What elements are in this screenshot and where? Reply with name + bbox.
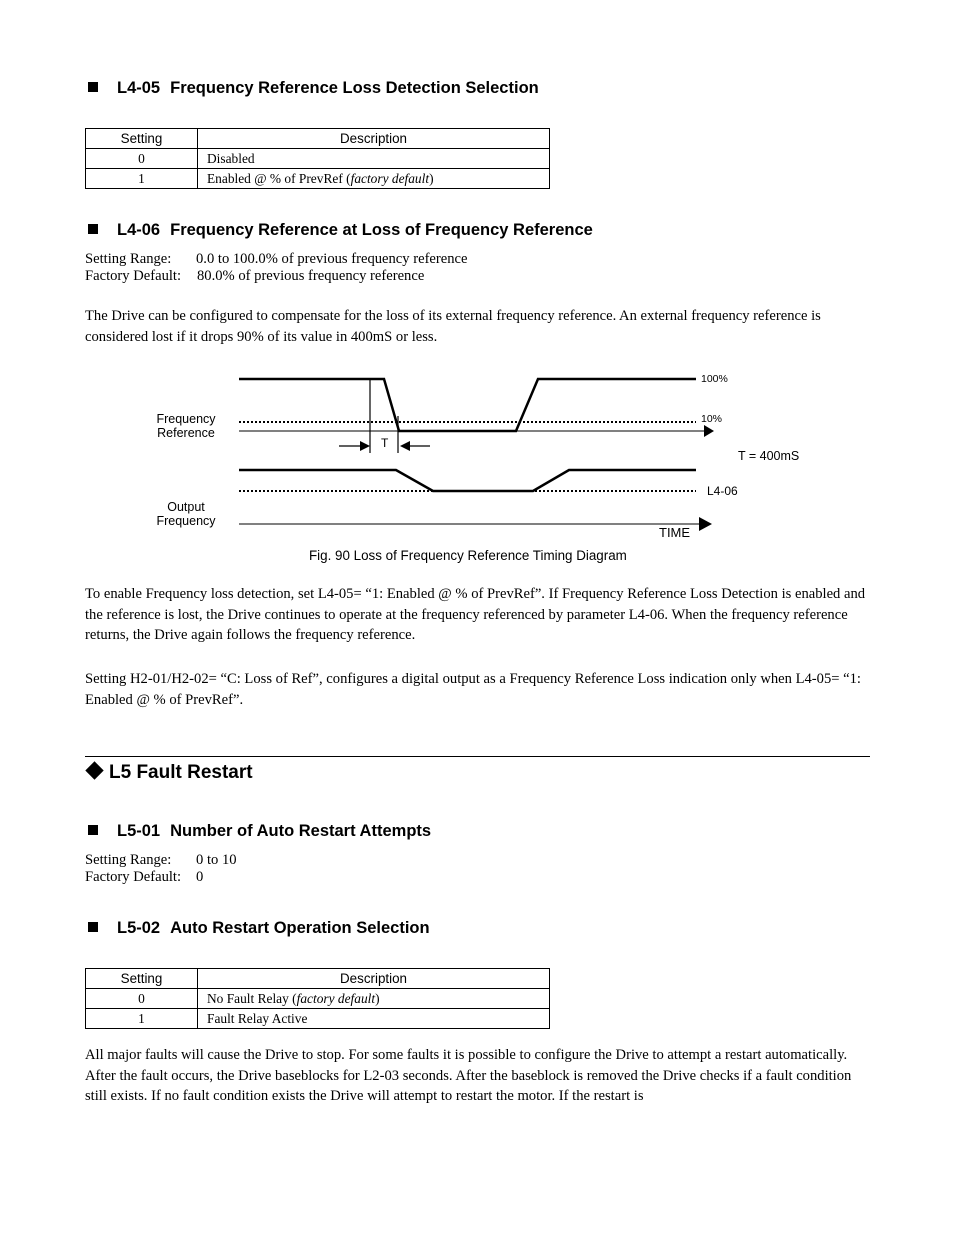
label-t-400ms: T = 400mS (738, 449, 800, 463)
param-title: Frequency Reference Loss Detection Selection (170, 79, 539, 97)
cell-setting: 1 (86, 1009, 198, 1029)
square-bullet-icon (88, 82, 98, 92)
table-row (86, 149, 550, 169)
table-header-description: Description (198, 969, 550, 989)
param-code: L5-02 (117, 919, 161, 937)
cell-description: No Fault Relay (factory default) (198, 989, 550, 1009)
param-code: L4-05 (117, 79, 161, 97)
table-header-description: Description (198, 129, 550, 149)
square-bullet-icon (88, 224, 98, 234)
param-title: Auto Restart Operation Selection (170, 919, 430, 937)
label-t: T (381, 436, 389, 450)
label-time: TIME (659, 525, 691, 540)
svg-text:Frequency: Frequency (156, 514, 216, 528)
heading-l5-02 (88, 919, 430, 938)
cell-setting: 0 (86, 989, 198, 1009)
label-100: 100% (701, 373, 728, 385)
heading-l4-06 (88, 221, 593, 240)
param-title: Number of Auto Restart Attempts (170, 822, 432, 840)
section-divider (85, 756, 870, 757)
paragraph-enable: To enable Frequency loss detection, set L4-05= “1: Enabled @ % of PrevRef”. If Frequency Reference Loss Detection is enabled and the reference is lost, the Drive continues to operate at the frequency referenced by parameter L4-06. When the frequency reference returns, the Drive again follows the frequency reference. (85, 586, 866, 643)
param-code: L5-01 (117, 822, 161, 840)
cell-setting: 0 (86, 149, 198, 169)
table-row (86, 169, 550, 189)
arrow-right-icon (360, 441, 370, 451)
arrow-right-icon (699, 517, 712, 531)
label-10: 10% (701, 413, 723, 425)
table-header-setting: Setting (86, 969, 198, 989)
cell-description: Fault Relay Active (198, 1009, 550, 1029)
setting-range-l4-06: Setting Range: 0.0 to 100.0% of previous frequency reference (85, 251, 468, 267)
figure-caption: Fig. 90 Loss of Frequency Reference Timing Diagram (309, 548, 627, 563)
heading-l5-01 (88, 822, 431, 841)
section-title: L5 Fault Restart (109, 762, 253, 783)
label-frequency-reference: Frequency (156, 412, 216, 426)
diamond-bullet-icon (85, 761, 103, 779)
paragraph-faults: All major faults will cause the Drive to stop. For some faults it is possible to configure the Drive to attempt a restart automatically. After the fault occurs, the Drive baseblocks for L2-03 seconds. After the baseblock is removed the Drive checks if a fault condition still exists. If no fault condition exists the Drive will attempt to restart the motor. If the restart is (85, 1047, 852, 1104)
table-row (86, 989, 550, 1009)
paragraph-h2: Setting H2-01/H2-02= “C: Loss of Ref”, configures a digital output as a Frequency Reference Loss indication only when L4-05= “1: Enabled @ % of PrevRef”. (85, 671, 861, 708)
settings-table-l5-02 (85, 968, 550, 1029)
heading-l4-05 (88, 79, 539, 98)
heading-l5-fault-restart (85, 762, 253, 784)
param-code: L4-06 (117, 221, 161, 239)
freq-ref-waveform (239, 379, 696, 431)
timing-diagram (0, 360, 954, 575)
factory-default-l4-06: Factory Default: 80.0% of previous frequency reference (85, 268, 425, 284)
param-title: Frequency Reference at Loss of Frequency Reference (170, 221, 593, 239)
label-output-frequency: Output (167, 500, 205, 514)
table-header-setting: Setting (86, 129, 198, 149)
factory-default-l5-01: Factory Default: 0 (85, 869, 204, 885)
cell-setting: 1 (86, 169, 198, 189)
cell-description: Enabled @ % of PrevRef (factory default) (198, 169, 550, 189)
arrow-left-icon (400, 441, 410, 451)
svg-text:Reference: Reference (157, 426, 215, 440)
cell-description: Disabled (198, 149, 550, 169)
table-row (86, 1009, 550, 1029)
arrow-right-icon (704, 425, 714, 437)
output-waveform (239, 470, 696, 491)
label-l4-06: L4-06 (707, 484, 738, 498)
paragraph-intro: The Drive can be configured to compensate for the loss of its external frequency reference. An external frequency reference is considered lost if it drops 90% of its value in 400mS or less. (85, 308, 821, 345)
settings-table-l4-05 (85, 128, 550, 189)
setting-range-l5-01: Setting Range: 0 to 10 (85, 852, 237, 868)
square-bullet-icon (88, 825, 98, 835)
square-bullet-icon (88, 922, 98, 932)
